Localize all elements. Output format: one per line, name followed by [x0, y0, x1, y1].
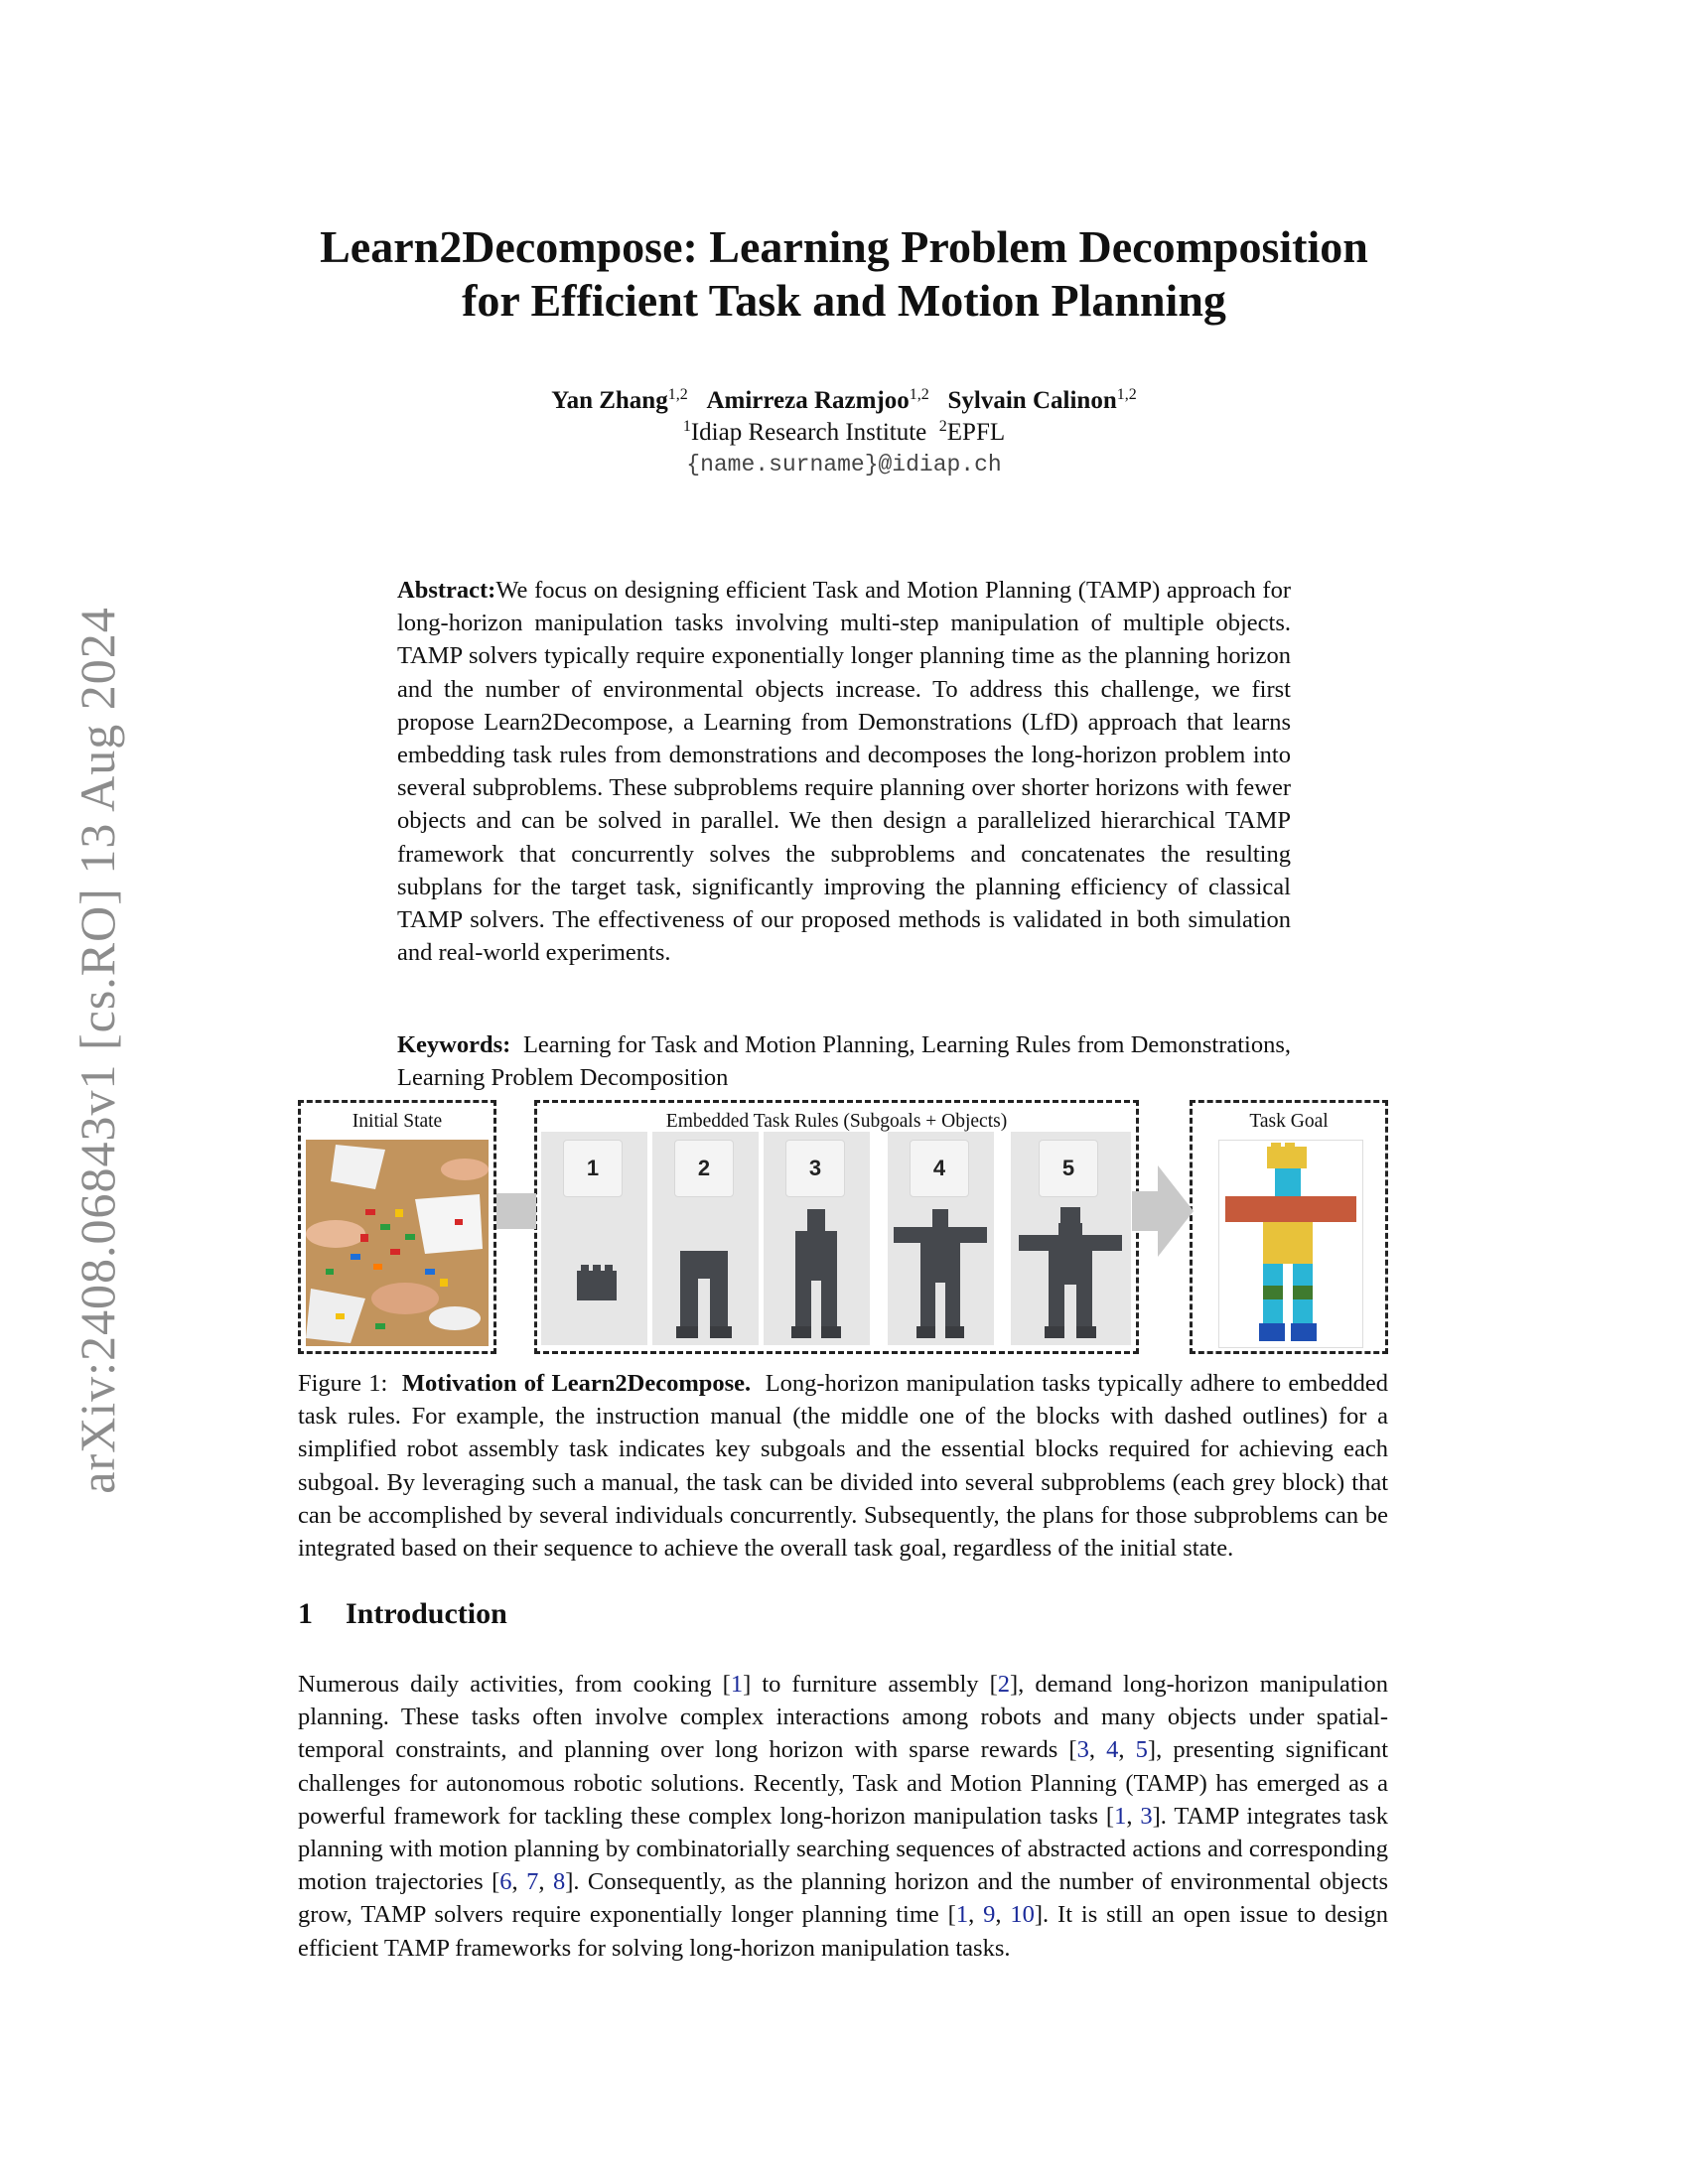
step-number-card: 5 — [1039, 1140, 1098, 1197]
colored-brick-robot — [1219, 1141, 1362, 1347]
task-goal-label: Task Goal — [1249, 1111, 1329, 1132]
arxiv-side-stamp: arXiv:2408.06843v1 [cs.RO] 13 Aug 2024 — [70, 607, 125, 1494]
brick-assembly-5 — [1011, 1201, 1131, 1345]
subgoal-panel-3 — [764, 1132, 870, 1345]
affiliation-1: Idiap Research Institute — [690, 419, 927, 446]
section-heading — [298, 1596, 507, 1632]
brick-assembly-1 — [541, 1201, 647, 1345]
citation-link[interactable]: 1 — [955, 1901, 969, 1929]
author-name: Sylvain Calinon — [947, 387, 1117, 414]
body-text: ]. TAMP integrates task planning with motion planning by combinatorially searching sequences of abstracted actions and corresponding motion trajectories [ — [298, 1802, 1388, 1896]
paper-title — [248, 220, 1440, 328]
brick-assembly-3 — [764, 1201, 870, 1345]
brick-assembly-2 — [652, 1201, 759, 1345]
author-list — [551, 387, 1136, 414]
citation-link[interactable]: 6 — [499, 1868, 512, 1896]
brick-assembly-4 — [888, 1201, 994, 1345]
figure-caption — [298, 1367, 1388, 1565]
intro-paragraph — [298, 1668, 1388, 1965]
citation-link[interactable]: 9 — [983, 1901, 996, 1929]
citation-separator: , — [1118, 1736, 1136, 1764]
citation-link[interactable]: 1 — [730, 1671, 744, 1698]
keywords — [397, 1028, 1291, 1094]
abstract-text: We focus on designing efficient Task and Motion Planning (TAMP) approach for long-horizon manipulation tasks involving multi-step manipulation of multiple objects. TAMP solvers typically require exponentially longer planning time as the planning horizon and the number of environmental objects increase. To address this challenge, we first propose Learn2Decompose, a Learning from Demonstrations (LfD) approach that learns embedding task rules from demonstrations and decomposes the long-horizon problem into several subproblems. These subproblems require planning over shorter horizons with fewer objects and can be solved in parallel. We then design a parallelized hierarchical TAMP framework that concurrently solves the subproblems and concatenates the resulting subplans for the target task, significantly improving the planning efficiency of classical TAMP solvers. The effectiveness of our proposed methods is validated in both simulation and real-world experiments. — [397, 577, 1291, 967]
keywords-lead: Keywords: — [397, 1031, 511, 1058]
author-block — [248, 385, 1440, 480]
subgoal-panel-1 — [541, 1132, 647, 1345]
title-line-2: for Efficient Task and Motion Planning — [462, 275, 1226, 326]
citation-link[interactable]: 3 — [1076, 1736, 1089, 1764]
citation-link[interactable]: 8 — [552, 1868, 566, 1896]
body-text: ], demand long-horizon manipulation planning. These tasks often involve complex interactions among robots and many objects under spatial-temporal constraints, and planning over long horizon with sparse rewards [ — [298, 1671, 1388, 1764]
task-rules-label: Embedded Task Rules (Subgoals + Objects) — [665, 1111, 1008, 1132]
caption-lead: Motivation of Learn2Decompose. — [401, 1370, 752, 1397]
affiliations — [248, 417, 1440, 449]
body-text: Numerous daily activities, from cooking [ — [298, 1671, 731, 1698]
subgoal-panel-5 — [1011, 1132, 1131, 1345]
author-affil-mark: 1,2 — [1116, 386, 1137, 403]
body-text: ], presenting significant challenges for autonomous robotic solutions. Recently, Task and Motion Planning (TAMP) has emerged as a powerful framework for tackling these complex long-horizon manipulation tasks [ — [298, 1736, 1388, 1830]
citation-separator: , — [968, 1901, 984, 1929]
body-text: ]. It is still an open issue to design efficient TAMP frameworks for solving long-horizon manipulation tasks. — [298, 1901, 1389, 1962]
title-line-1: Learn2Decompose: Learning Problem Decomposition — [320, 221, 1368, 272]
step-number-card: 2 — [674, 1140, 734, 1197]
caption-text: Long-horizon manipulation tasks typically adhere to embedded task rules. For example, the instruction manual (the middle one of the blocks with dashed outlines) for a simplified robot assembly task indicates key subgoals and the essential blocks required for achieving each subgoal. By leveraging such a manual, the task can be divided into several subproblems (each grey block) that can be accomplished by several individuals concurrently. Subsequently, the plans for those subproblems can be integrated based on their sequence to achieve the overall task goal, regardless of the initial state. — [298, 1370, 1389, 1563]
caption-prefix: Figure 1: — [298, 1370, 388, 1397]
section-number: 1 — [298, 1597, 313, 1630]
initial-state-photo — [306, 1140, 489, 1346]
citation-link[interactable]: 10 — [1010, 1901, 1035, 1929]
citation-link[interactable]: 5 — [1135, 1736, 1148, 1764]
author-affil-mark: 1,2 — [909, 386, 929, 403]
affil-mark: 2 — [938, 418, 947, 435]
arrow-initial-to-rules — [496, 1171, 540, 1251]
keywords-text: Learning for Task and Motion Planning, Learning Rules from Demonstrations, Learning Problem Decomposition — [397, 1031, 1291, 1092]
author-name: Yan Zhang — [551, 387, 668, 414]
subgoal-panel-4 — [888, 1132, 994, 1345]
step-number-card: 3 — [785, 1140, 845, 1197]
body-text: ]. Consequently, as the planning horizon and the number of environmental objects grow, TAMP solvers require exponentially longer planning time [ — [298, 1868, 1389, 1929]
abstract — [397, 574, 1291, 969]
section-title: Introduction — [346, 1597, 507, 1630]
affil-mark: 1 — [682, 418, 691, 435]
author-name: Amirreza Razmjoo — [706, 387, 910, 414]
author-email: {name.surname}@idiap.ch — [686, 452, 1002, 478]
citation-separator: , — [511, 1868, 527, 1896]
citation-link[interactable]: 2 — [997, 1671, 1011, 1698]
step-number-card: 1 — [563, 1140, 623, 1197]
affiliation-2: EPFL — [946, 419, 1006, 446]
citation-separator: , — [538, 1868, 553, 1896]
step-number-card: 4 — [910, 1140, 969, 1197]
author-affil-mark: 1,2 — [667, 386, 688, 403]
task-goal-robot — [1218, 1140, 1363, 1348]
abstract-lead: Abstract: — [397, 577, 496, 604]
citation-link[interactable]: 1 — [1114, 1802, 1127, 1830]
citation-link[interactable]: 3 — [1140, 1802, 1153, 1830]
lego-table-illustration — [306, 1140, 489, 1346]
citation-separator: , — [1126, 1802, 1141, 1830]
subgoal-panel-2 — [652, 1132, 759, 1345]
citation-link[interactable]: 4 — [1106, 1736, 1119, 1764]
arrow-rules-to-goal — [1132, 1163, 1196, 1259]
citation-separator: , — [1088, 1736, 1107, 1764]
citation-link[interactable]: 7 — [526, 1868, 539, 1896]
body-text: ] to furniture assembly [ — [743, 1671, 998, 1698]
citation-separator: , — [995, 1901, 1011, 1929]
initial-state-label: Initial State — [352, 1111, 443, 1132]
